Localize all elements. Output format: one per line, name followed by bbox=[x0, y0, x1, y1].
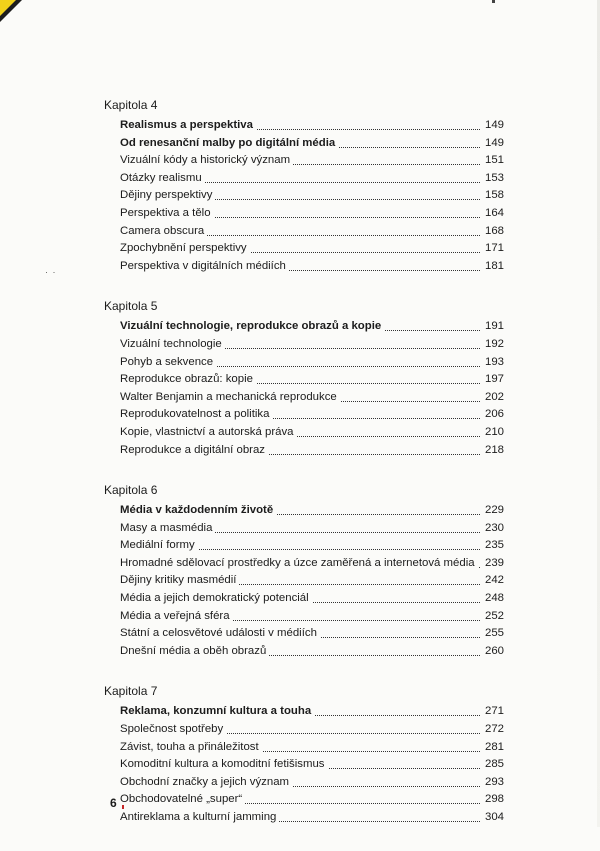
toc-entry-page: 230 bbox=[484, 520, 504, 538]
toc-entry-page: 153 bbox=[484, 170, 504, 188]
corner-accent bbox=[0, 0, 16, 16]
toc-entry bbox=[120, 739, 504, 757]
toc-entry-page: 293 bbox=[484, 774, 504, 792]
toc-entry-page: 171 bbox=[484, 240, 504, 258]
toc-entry bbox=[120, 590, 504, 608]
toc-entry-page: 202 bbox=[484, 389, 504, 407]
toc-entry-page: 285 bbox=[484, 756, 504, 774]
toc-entry-page: 235 bbox=[484, 537, 504, 555]
toc-entry bbox=[120, 442, 504, 460]
toc-entry-page: 191 bbox=[484, 318, 504, 336]
toc-entry bbox=[120, 643, 504, 661]
toc-entry-page: 168 bbox=[484, 223, 504, 241]
toc-entry-page: 210 bbox=[484, 424, 504, 442]
toc-entry bbox=[120, 205, 504, 223]
toc-entry bbox=[120, 424, 504, 442]
toc-entry-title: Od renesanční malby po digitální média bbox=[120, 137, 338, 149]
toc-entry-title: Pohyb a sekvence bbox=[120, 356, 216, 368]
chapter-section bbox=[104, 483, 504, 660]
toc-entry-title: Společnost spotřeby bbox=[120, 723, 226, 735]
toc-heading-entry bbox=[120, 135, 504, 153]
toc-entry-page: 271 bbox=[484, 703, 504, 721]
chapter-label: Kapitola 5 bbox=[104, 299, 158, 314]
toc-entry-page: 252 bbox=[484, 608, 504, 626]
toc-entry-title: Závist, touha a přináležitost bbox=[120, 741, 262, 753]
toc-entry-page: 260 bbox=[484, 643, 504, 661]
toc-entry bbox=[120, 608, 504, 626]
toc-entry-title: Státní a celosvětové události v médiích bbox=[120, 627, 320, 639]
toc-entry-page: 197 bbox=[484, 371, 504, 389]
toc-entry-page: 248 bbox=[484, 590, 504, 608]
toc-entry bbox=[120, 406, 504, 424]
toc-entry bbox=[120, 354, 504, 372]
scan-speck: · · bbox=[45, 267, 57, 277]
toc-entry-page: 281 bbox=[484, 739, 504, 757]
toc-entry-title: Média v každodenním životě bbox=[120, 504, 276, 516]
toc-entry bbox=[120, 389, 504, 407]
toc-entry bbox=[120, 240, 504, 258]
toc-entry-title: Camera obscura bbox=[120, 225, 207, 237]
toc-entry-title: Obchodní značky a jejich význam bbox=[120, 776, 292, 788]
toc-entry bbox=[120, 187, 504, 205]
toc-heading-entry bbox=[120, 703, 504, 721]
toc-heading-entry bbox=[120, 502, 504, 520]
toc-entry-title: Reprodukce a digitální obraz bbox=[120, 444, 268, 456]
toc-entry-title: Reprodukce obrazů: kopie bbox=[120, 373, 256, 385]
toc-entry-page: 218 bbox=[484, 442, 504, 460]
toc-entry-title: Reklama, konzumní kultura a touha bbox=[120, 705, 314, 717]
toc-entry bbox=[120, 756, 504, 774]
toc-entry-page: 164 bbox=[484, 205, 504, 223]
toc-entry-title: Dnešní média a oběh obrazů bbox=[120, 645, 269, 657]
toc-entry-title: Hromadné sdělovací prostředky a úzce zaměřená a internetová média bbox=[120, 557, 478, 569]
toc-entry-page: 239 bbox=[484, 555, 504, 573]
chapter-section bbox=[104, 299, 504, 459]
toc-entry-title: Dějiny perspektivy bbox=[120, 189, 215, 201]
toc-entry-page: 193 bbox=[484, 354, 504, 372]
toc-entry-title: Média a veřejná sféra bbox=[120, 610, 233, 622]
toc-entry-page: 158 bbox=[484, 187, 504, 205]
toc-entry bbox=[120, 170, 504, 188]
toc-entry-title: Kopie, vlastnictví a autorská práva bbox=[120, 426, 296, 438]
toc-entry bbox=[120, 572, 504, 590]
toc-entry-page: 242 bbox=[484, 572, 504, 590]
toc-entry-page: 272 bbox=[484, 721, 504, 739]
toc-entry-page: 298 bbox=[484, 791, 504, 809]
toc-entry bbox=[120, 809, 504, 827]
toc-entry bbox=[120, 537, 504, 555]
chapter-section bbox=[104, 98, 504, 275]
toc-entry-title: Komoditní kultura a komoditní fetišismus bbox=[120, 758, 328, 770]
toc-entry bbox=[120, 223, 504, 241]
toc-heading-entry bbox=[120, 318, 504, 336]
toc-entry-title: Dějiny kritiky masmédií bbox=[120, 574, 239, 586]
toc-entry-title: Antireklama a kulturní jamming bbox=[120, 811, 279, 823]
toc-heading-entry bbox=[120, 117, 504, 135]
table-of-contents bbox=[104, 98, 504, 851]
toc-entry-title: Vizuální technologie, reprodukce obrazů a kopie bbox=[120, 320, 384, 332]
toc-entry-page: 304 bbox=[484, 809, 504, 827]
toc-entry-title: Zpochybnění perspektivy bbox=[120, 242, 250, 254]
toc-entry bbox=[120, 336, 504, 354]
chapter-section bbox=[104, 684, 504, 826]
toc-entry bbox=[120, 625, 504, 643]
toc-entry-title: Mediální formy bbox=[120, 539, 198, 551]
toc-entry-page: 149 bbox=[484, 117, 504, 135]
toc-entry-title: Realismus a perspektiva bbox=[120, 119, 256, 131]
toc-entry-title: Vizuální kódy a historický význam bbox=[120, 154, 293, 166]
toc-entry-title: Reprodukovatelnost a politika bbox=[120, 408, 272, 420]
toc-entry-title: Obchodovatelné „super“ bbox=[120, 793, 245, 805]
toc-entry-title: Perspektiva v digitálních médiích bbox=[120, 260, 289, 272]
chapter-label: Kapitola 7 bbox=[104, 684, 158, 699]
page-number: 6 bbox=[110, 796, 117, 810]
toc-entry-page: 151 bbox=[484, 152, 504, 170]
toc-entry bbox=[120, 371, 504, 389]
toc-entry-page: 192 bbox=[484, 336, 504, 354]
toc-entry bbox=[120, 520, 504, 538]
scan-mark bbox=[492, 0, 495, 3]
toc-entry bbox=[120, 555, 504, 573]
toc-entry-page: 229 bbox=[484, 502, 504, 520]
toc-entry-title: Vizuální technologie bbox=[120, 338, 225, 350]
toc-entry-page: 181 bbox=[484, 258, 504, 276]
toc-entry bbox=[120, 258, 504, 276]
toc-entry-page: 255 bbox=[484, 625, 504, 643]
toc-entry bbox=[120, 152, 504, 170]
toc-entry bbox=[120, 791, 504, 809]
toc-entry-page: 149 bbox=[484, 135, 504, 153]
toc-entry-title: Perspektiva a tělo bbox=[120, 207, 214, 219]
chapter-label: Kapitola 4 bbox=[104, 98, 158, 112]
toc-entry bbox=[120, 721, 504, 739]
toc-entry bbox=[120, 774, 504, 792]
toc-entry-title: Otázky realismu bbox=[120, 172, 205, 184]
toc-entry-page: 206 bbox=[484, 406, 504, 424]
toc-entry-title: Walter Benjamin a mechanická reprodukce bbox=[120, 391, 340, 403]
toc-entry-title: Média a jejich demokratický potenciál bbox=[120, 592, 312, 604]
chapter-label: Kapitola 6 bbox=[104, 483, 158, 498]
toc-entry-title: Masy a masmédia bbox=[120, 522, 215, 534]
